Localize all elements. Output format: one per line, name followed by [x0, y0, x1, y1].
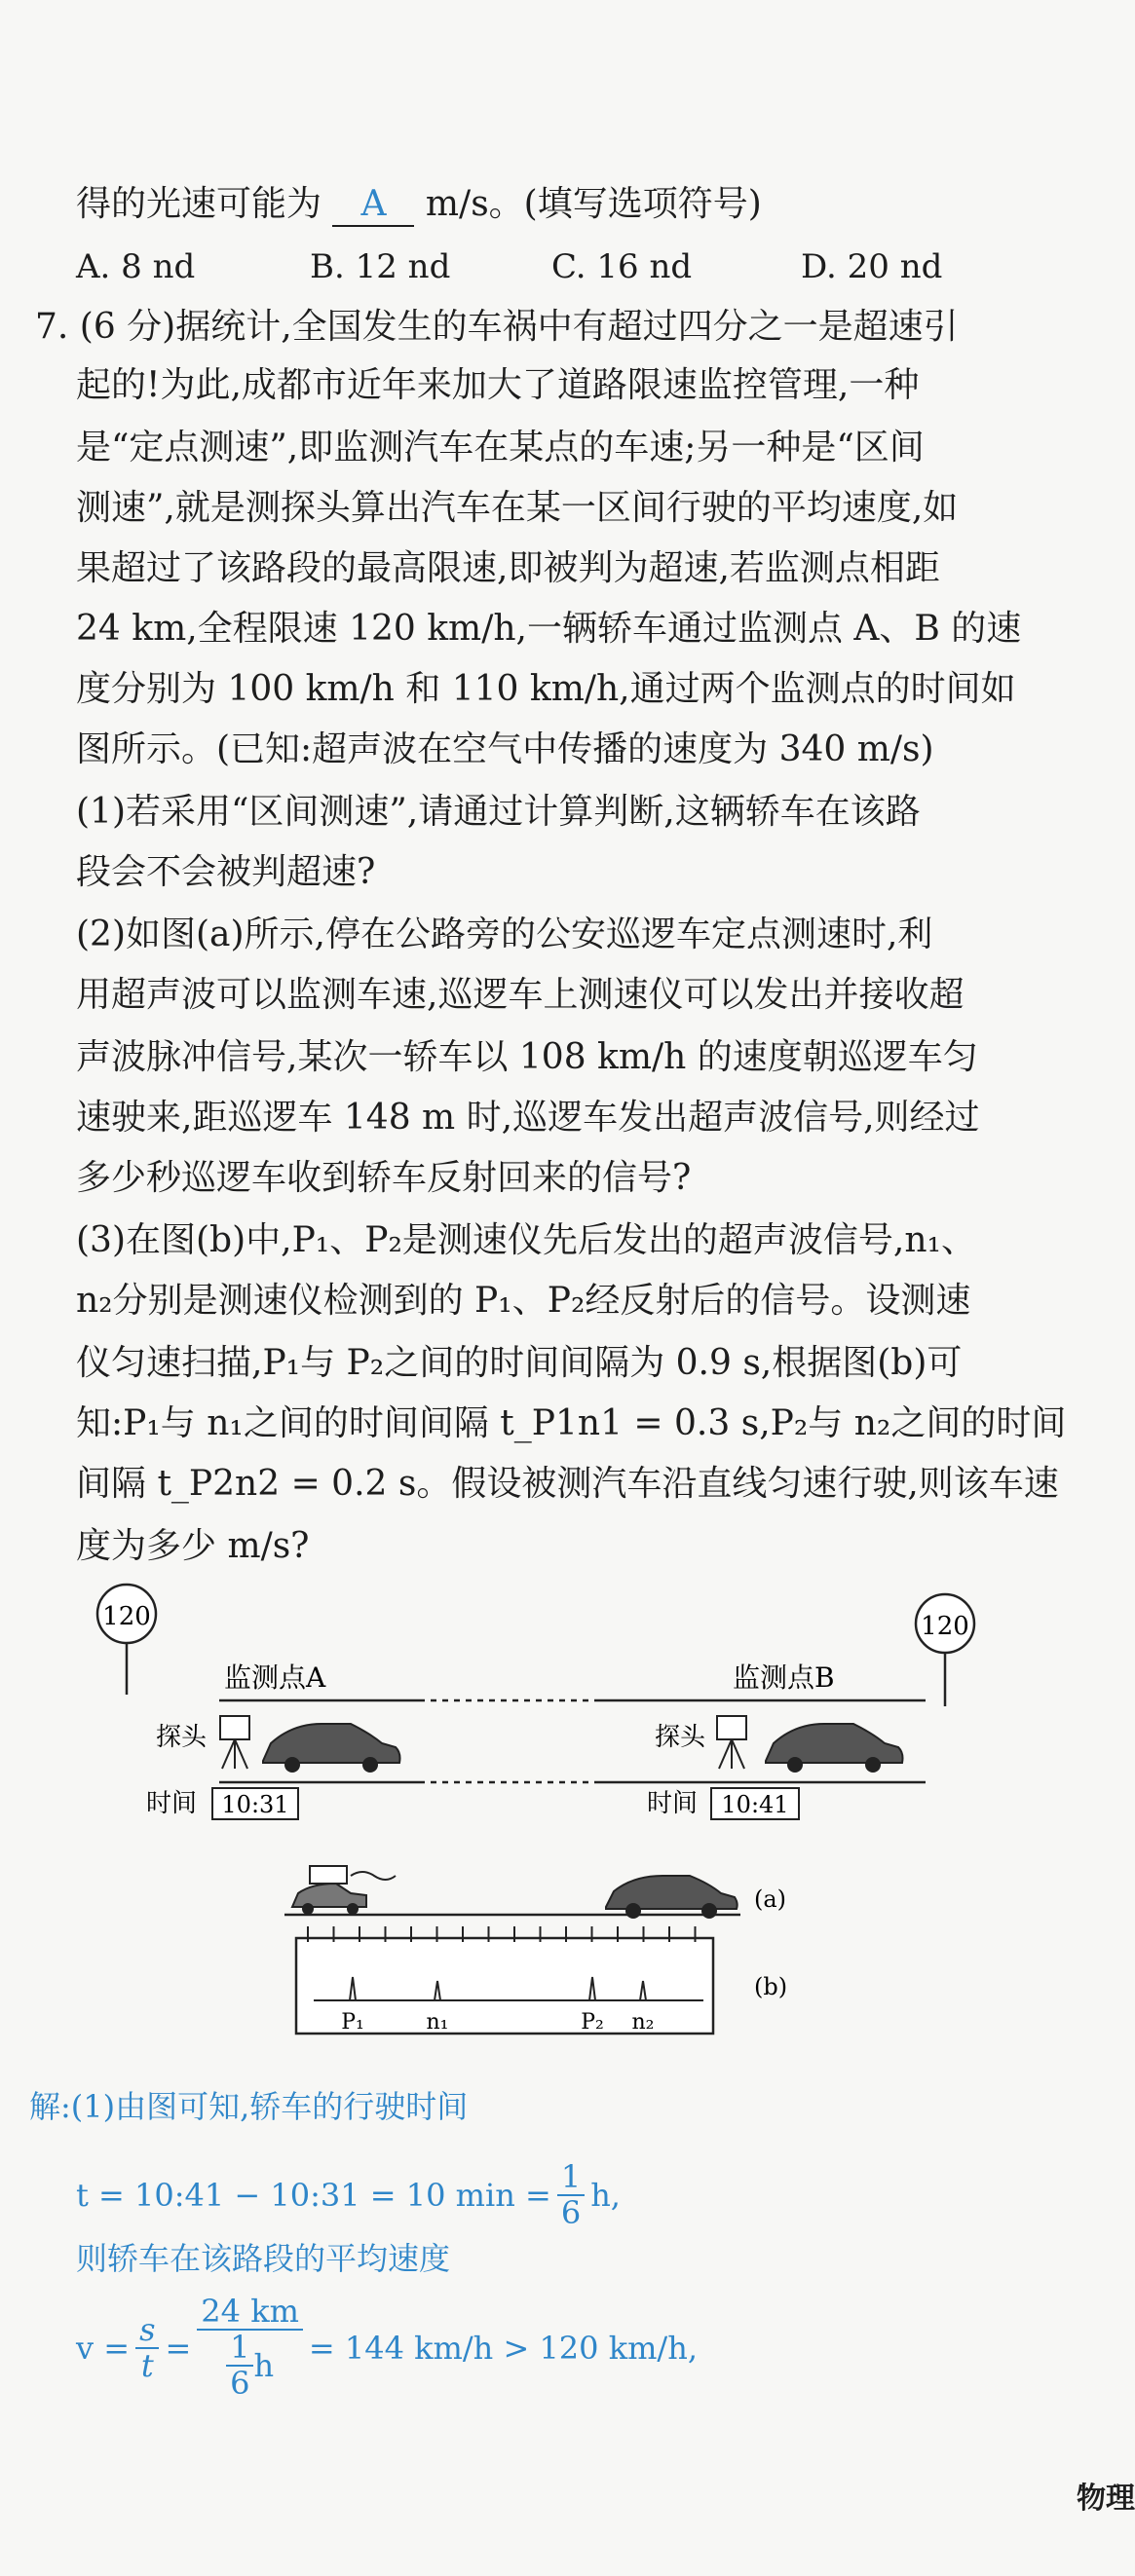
frac2-unit: h: [253, 2346, 275, 2384]
probe-b-label: 探头: [655, 1723, 706, 1752]
solution-line-4: [76, 2295, 698, 2402]
q7-line-3: 是“定点测速”,即监测汽车在某点的车速;另一种是“区间: [76, 428, 925, 467]
q7-line-5: 果超过了该路段的最高限速,即被判为超速,若监测点相距: [76, 548, 940, 588]
solution-v-right: = 144 km/h > 120 km/h,: [308, 2329, 698, 2367]
option-a: A. 8 nd: [76, 247, 196, 286]
q7-line-8: 图所示。(已知:超声波在空气中传播的速度为 340 m/s): [76, 729, 934, 769]
speed-sign-left: [97, 1585, 156, 1695]
q7-line-21: 度为多少 m/s?: [76, 1526, 310, 1566]
patrol-car-icon: [292, 1866, 396, 1915]
option-c: C. 16 nd: [551, 247, 693, 286]
q7-line-13: 声波脉冲信号,某次一轿车以 108 km/h 的速度朝巡逻车匀: [76, 1037, 978, 1077]
frac2-inner: [226, 2331, 253, 2401]
q7-line-2: 起的!为此,成都市近年来加大了道路限速监控管理,一种: [76, 365, 920, 405]
pulse-label-p2: P₂: [581, 2010, 604, 2035]
q6-text-after: m/s。(填写选项符号): [425, 184, 762, 224]
frac2-den: [226, 2331, 274, 2401]
solution-v-left: v =: [76, 2329, 131, 2367]
q7-line-4: 测速”,就是测探头算出汽车在某一区间行驶的平均速度,如: [76, 488, 959, 528]
probe-a-label: 探头: [156, 1723, 208, 1752]
q7-line-18: 仪匀速扫描,P₁与 P₂之间的时间间隔为 0.9 s,根据图(b)可: [76, 1343, 963, 1383]
car-b-icon: [766, 1724, 903, 1773]
q7-line-11: (2)如图(a)所示,停在公路旁的公安巡逻车定点测速时,利: [76, 915, 933, 954]
option-d: D. 20 nd: [801, 247, 943, 286]
option-b: B. 12 nd: [310, 247, 451, 286]
solution-line-2: [76, 2160, 621, 2230]
time-b-value: 10:41: [721, 1791, 789, 1818]
pulse-label-n2: n₂: [631, 2010, 655, 2035]
frac-t: t: [140, 2346, 154, 2384]
fraction-s-t: [135, 2310, 159, 2384]
solution-line-3: 则轿车在该路段的平均速度: [76, 2240, 451, 2277]
solution-t-expr: t = 10:41 − 10:31 = 10 min =: [76, 2176, 551, 2214]
q7-line-10: 段会不会被判超速?: [76, 852, 376, 892]
label-a: (a): [754, 1885, 787, 1913]
page-subject-tag: 物理: [1077, 2482, 1135, 2516]
frac2-num: 24 km: [197, 2295, 303, 2331]
pulse-label-p1: P₁: [341, 2010, 364, 2035]
frac-s: s: [135, 2313, 159, 2349]
q6-text-before: 得的光速可能为: [76, 184, 322, 224]
solution-t-unit: h,: [590, 2176, 621, 2214]
point-b-label: 监测点B: [733, 1661, 835, 1694]
figure: [0, 1568, 1135, 2055]
q7-line-1: 7. (6 分)据统计,全国发生的车祸中有超过四分之一是超速引: [35, 307, 959, 347]
sign-left-text: 120: [102, 1602, 151, 1631]
pulse-label-n1: n₁: [426, 2010, 449, 2035]
frac2-inner-num: 1: [226, 2331, 253, 2367]
q7-line-7: 度分别为 100 km/h 和 110 km/h,通过两个监测点的时间如: [76, 669, 1016, 709]
q7-line-17: n₂分别是测速仪检测到的 P₁、P₂经反射后的信号。设测速: [76, 1281, 971, 1321]
q7-line-15: 多少秒巡逻车收到轿车反射回来的信号?: [76, 1158, 692, 1198]
frac1-num: 1: [557, 2160, 585, 2196]
q7-line-14: 速驶来,距巡逻车 148 m 时,巡逻车发出超声波信号,则经过: [76, 1098, 980, 1138]
frac2-inner-den: 6: [230, 2365, 250, 2403]
q7-line-16: (3)在图(b)中,P₁、P₂是测速仪先后发出的超声波信号,n₁、: [76, 1220, 976, 1260]
q7-line-20: 间隔 t_P2n2 = 0.2 s。假设被测汽车沿直线匀速行驶,则该车速: [76, 1464, 1059, 1504]
q6-answer: A: [332, 183, 414, 227]
car-a-icon: [263, 1724, 400, 1773]
time-label-b: 时间: [647, 1789, 699, 1818]
speed-sign-right: [916, 1594, 974, 1706]
point-a-label: 监测点A: [224, 1661, 326, 1694]
q7-line-6: 24 km,全程限速 120 km/h,一辆轿车通过监测点 A、B 的速: [76, 609, 1022, 649]
q7-line-12: 用超声波可以监测车速,巡逻车上测速仪可以发出并接收超: [76, 975, 965, 1015]
label-b: (b): [754, 1973, 788, 2000]
time-label-a: 时间: [146, 1789, 198, 1818]
sign-right-text: 120: [921, 1612, 969, 1641]
q7-line-9: (1)若采用“区间测速”,请通过计算判断,这辆轿车在该路: [76, 792, 921, 832]
q7-line-19: 知:P₁与 n₁之间的时间间隔 t_P1n1 = 0.3 s,P₂与 n₂之间的时间: [76, 1403, 1067, 1443]
fraction-24km: [197, 2295, 303, 2402]
fraction-1-6: [557, 2160, 585, 2230]
frac1-den: 6: [560, 2194, 582, 2232]
sedan-icon: [606, 1876, 738, 1919]
time-a-value: 10:31: [221, 1791, 289, 1818]
solution-line-1: 解:(1)由图可知,轿车的行驶时间: [29, 2088, 469, 2125]
probe-a-icon: [220, 1716, 249, 1769]
q6-answer-line: [76, 183, 762, 227]
probe-b-icon: [717, 1716, 746, 1769]
solution-eq: =: [165, 2329, 192, 2367]
